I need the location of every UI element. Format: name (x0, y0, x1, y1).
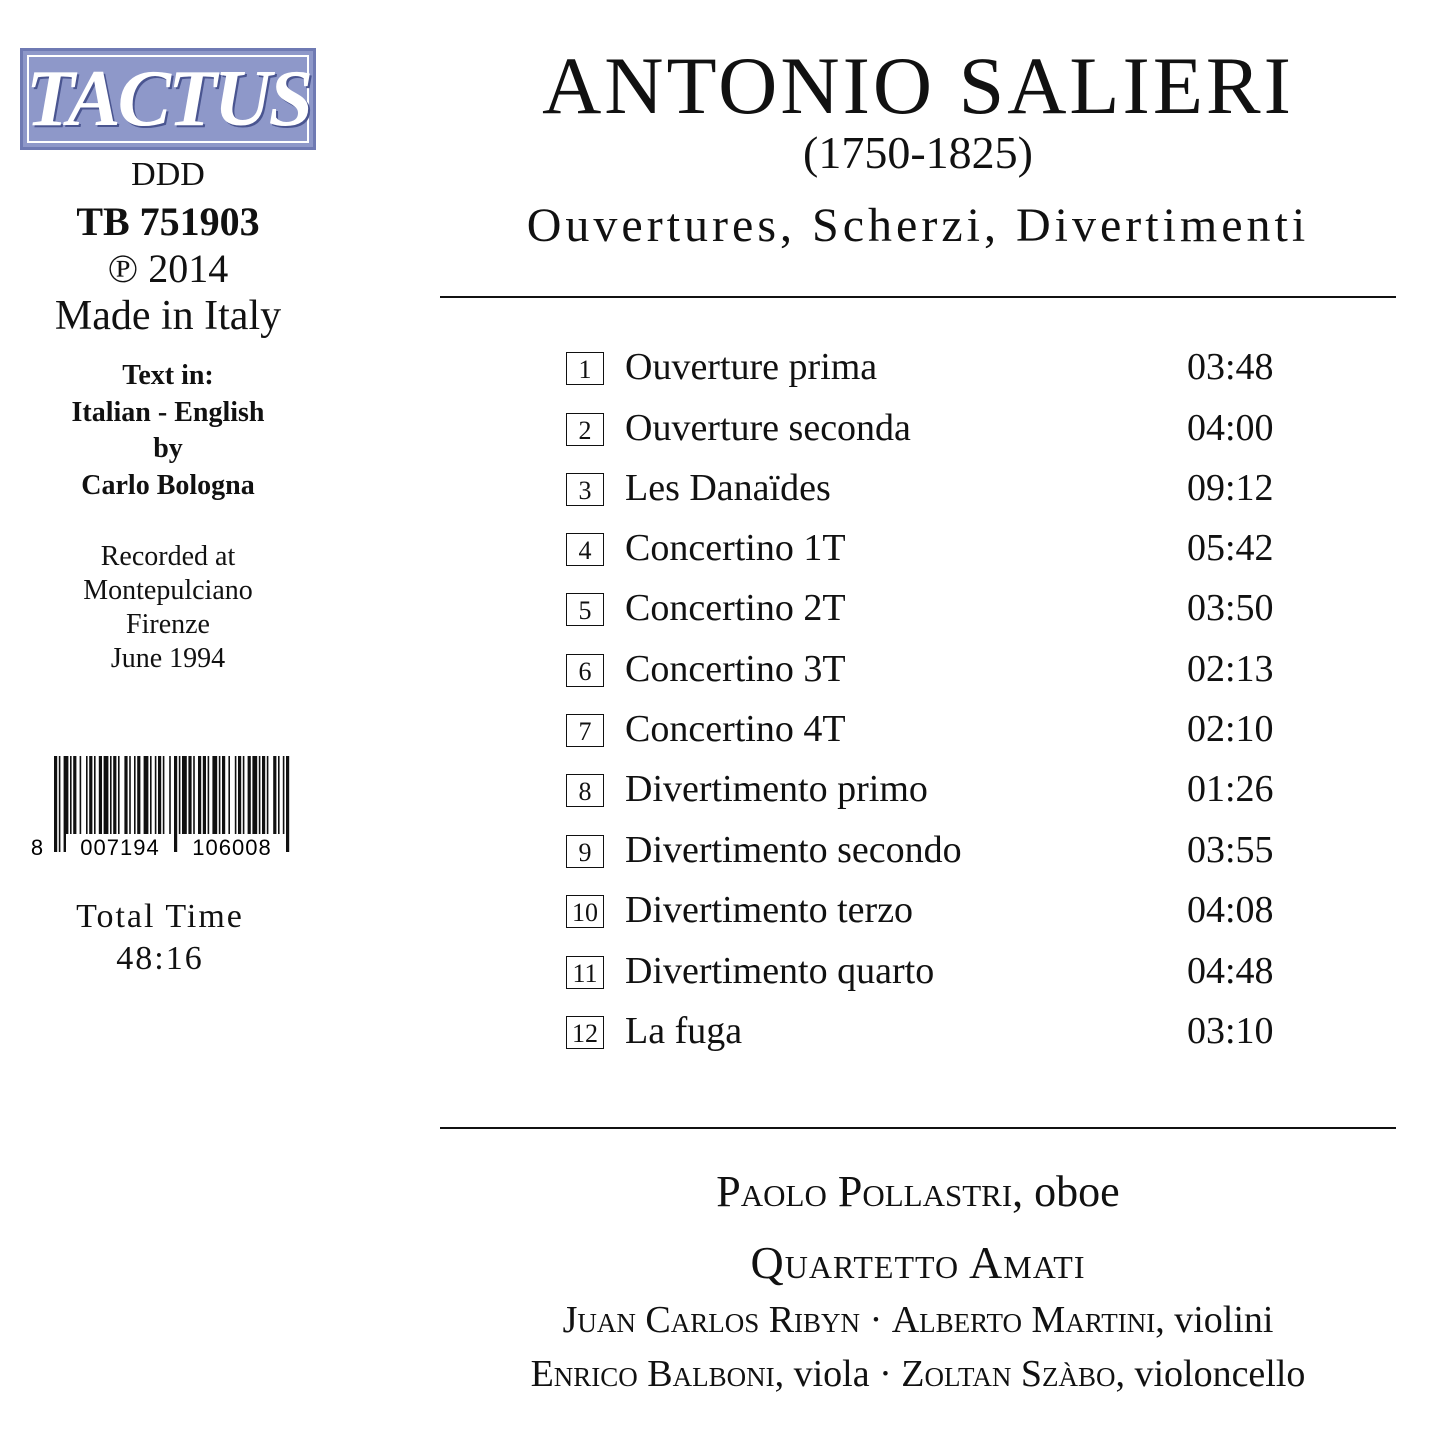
track-duration: 02:10 (1187, 708, 1274, 750)
barcode-bar (129, 756, 131, 836)
barcode-bar (169, 756, 171, 836)
barcode-bar (219, 756, 221, 836)
barcode-bar (259, 756, 261, 836)
track-title: Divertimento terzo (625, 889, 914, 931)
composer-dates: (1750-1825) (803, 127, 1033, 178)
track-duration: 04:00 (1187, 407, 1274, 449)
barcode-bar (144, 756, 149, 836)
track-duration: 04:08 (1187, 889, 1274, 931)
track-row (566, 467, 1286, 511)
barcode-digits: 106008 (192, 835, 272, 860)
track-title: Concertino 3T (625, 648, 846, 690)
barcode-bar (155, 756, 157, 836)
track-title: Ouverture seconda (625, 407, 911, 449)
track-number: 1 (566, 352, 604, 385)
recorded-line: June 1994 (110, 643, 226, 674)
composer-name: ANTONIO SALIERI (542, 40, 1294, 131)
catalog-number: TB 751903 (76, 199, 260, 244)
text-in-line: by (153, 433, 183, 464)
barcode-bar (182, 756, 187, 836)
viola-role: , viola (774, 1353, 870, 1395)
barcode-bar (228, 756, 230, 836)
album-subtitle: Ouvertures, Scherzi, Divertimenti (526, 199, 1310, 252)
violist-name: Enrico Balboni (530, 1353, 775, 1395)
barcode-bar (278, 756, 280, 836)
barcode-bar (283, 756, 285, 836)
phonogram-copyright: ℗ 2014 (107, 246, 229, 291)
track-duration: 04:48 (1187, 950, 1274, 992)
barcode-bar (113, 756, 116, 836)
track-title: Concertino 1T (625, 527, 846, 569)
track-number: 10 (566, 895, 604, 928)
violinist-name: Alberto Martini (891, 1299, 1156, 1341)
barcode-bar (124, 756, 127, 836)
violins-credit (440, 1298, 1396, 1342)
barcode-bar (163, 756, 165, 836)
track-number: 2 (566, 413, 604, 446)
barcode-bar (70, 756, 72, 836)
barcode-bar (243, 756, 245, 836)
track-title: La fuga (625, 1010, 743, 1052)
separator-dot: · (869, 1353, 902, 1395)
track-row (566, 950, 1286, 994)
track-duration: 03:50 (1187, 587, 1274, 629)
barcode-bar (104, 756, 109, 836)
track-row (566, 346, 1286, 390)
text-in-block (20, 358, 316, 504)
violinist-name: Juan Carlos Ribyn (562, 1299, 861, 1341)
text-in-line: Text in: (122, 360, 214, 391)
barcode-bar (248, 756, 251, 836)
barcode-bar (267, 756, 269, 836)
viola-cello-credit (440, 1352, 1396, 1396)
barcode-bar (238, 756, 241, 836)
barcode-bar (208, 756, 210, 836)
text-in-line: Carlo Bologna (81, 469, 255, 501)
track-row (566, 1010, 1286, 1054)
barcode-bar (222, 756, 225, 836)
track-number: 6 (566, 654, 604, 687)
track-number: 4 (566, 533, 604, 566)
track-duration: 03:55 (1187, 829, 1274, 871)
track-row (566, 648, 1286, 692)
barcode-bar (286, 756, 289, 852)
track-row (566, 587, 1286, 631)
soloist-name: Paolo Pollastri (716, 1167, 1013, 1216)
soloist-role: , oboe (1012, 1167, 1120, 1216)
barcode-bar (89, 756, 92, 836)
track-title: Ouverture prima (625, 346, 878, 388)
total-time-value: 48:16 (116, 940, 204, 977)
barcode-bar (99, 756, 102, 836)
barcode-digit: 8 (30, 835, 44, 860)
text-in-line: Italian - English (71, 396, 265, 428)
barcode-bar (273, 756, 276, 836)
track-number: 5 (566, 593, 604, 626)
barcode-bar (110, 756, 112, 836)
soloist-credit (440, 1166, 1396, 1217)
track-row (566, 407, 1286, 451)
barcode-bar (54, 756, 57, 852)
ensemble-name: Quartetto Amati (750, 1237, 1086, 1288)
made-in-italy: Made in Italy (54, 293, 282, 339)
divider (440, 1127, 1396, 1129)
track-number: 8 (566, 774, 604, 807)
cello-role: , violoncello (1115, 1353, 1306, 1395)
barcode-bar (198, 756, 201, 836)
barcode-bar (252, 756, 257, 836)
barcode-bar (193, 756, 195, 836)
track-row (566, 829, 1286, 873)
track-title: Divertimento secondo (625, 829, 962, 871)
logo-text: TACTUS (25, 54, 311, 143)
track-number: 3 (566, 473, 604, 506)
barcode-bar (137, 756, 140, 836)
separator-dot: · (860, 1299, 892, 1341)
track-duration: 03:10 (1187, 1010, 1274, 1052)
ensemble-credit (440, 1236, 1396, 1289)
divider (440, 296, 1396, 298)
violins-role: , violini (1155, 1299, 1274, 1341)
barcode-bar (262, 756, 265, 836)
recording-format: DDD (131, 156, 205, 193)
barcode-bar (134, 756, 136, 836)
track-number: 7 (566, 714, 604, 747)
track-duration: 03:48 (1187, 346, 1274, 388)
track-number: 9 (566, 835, 604, 868)
barcode-bar (188, 756, 191, 836)
track-row (566, 889, 1286, 933)
barcode-bar (73, 756, 76, 836)
track-title: Les Danaïdes (625, 467, 831, 509)
barcode-bar (212, 756, 217, 836)
track-duration: 02:13 (1187, 648, 1274, 690)
barcode-bar (158, 756, 161, 836)
total-time-label: Total Time (76, 898, 244, 935)
track-title: Concertino 4T (625, 708, 846, 750)
track-number: 12 (566, 1016, 604, 1049)
recorded-block (20, 540, 316, 676)
track-title: Concertino 2T (625, 587, 846, 629)
recorded-line: Montepulciano (83, 575, 253, 606)
recorded-line: Recorded at (100, 541, 236, 572)
barcode (28, 756, 292, 860)
barcode-bar (94, 756, 96, 836)
track-number: 11 (566, 956, 604, 989)
track-row (566, 768, 1286, 812)
total-time (20, 896, 300, 980)
barcode-bar (80, 756, 82, 836)
barcode-bar (59, 756, 61, 852)
track-title: Divertimento primo (625, 768, 928, 810)
track-duration: 05:42 (1187, 527, 1274, 569)
barcode-bar (150, 756, 152, 836)
barcode-bar (235, 756, 237, 836)
recorded-line: Firenze (126, 609, 210, 640)
track-title: Divertimento quarto (625, 950, 935, 992)
barcode-bar (118, 756, 120, 836)
barcode-bar (86, 756, 88, 836)
track-duration: 01:26 (1187, 768, 1274, 810)
track-duration: 09:12 (1187, 467, 1274, 509)
track-row (566, 527, 1286, 571)
cellist-name: Zoltan Szàbo (901, 1353, 1116, 1395)
barcode-digits: 007194 (80, 835, 160, 860)
barcode-bar (203, 756, 206, 836)
track-row (566, 708, 1286, 752)
barcode-bar (174, 756, 177, 852)
tactus-logo (20, 48, 316, 150)
